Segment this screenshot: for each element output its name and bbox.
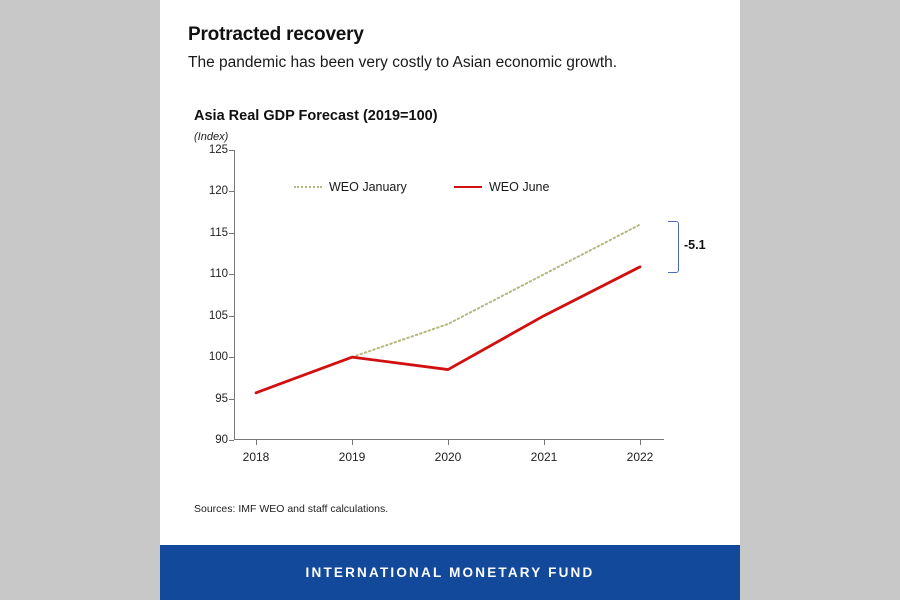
- bracket-icon: [668, 221, 679, 273]
- legend-swatch-solid-icon: [454, 186, 482, 188]
- series-line-weo-january: [352, 225, 640, 358]
- x-axis-tick: [448, 440, 449, 445]
- page-title: Protracted recovery: [188, 24, 364, 45]
- y-tick-label: 90: [215, 434, 228, 446]
- y-tick-label: 125: [208, 144, 228, 156]
- legend-item-weo-june: [454, 178, 549, 196]
- legend-label: WEO January: [329, 180, 407, 194]
- y-tick-label: 110: [209, 268, 228, 281]
- legend-label: WEO June: [489, 180, 550, 194]
- footer-label: INTERNATIONAL MONETARY FUND: [305, 565, 595, 580]
- x-axis-tick: [352, 440, 353, 445]
- y-tick-label: 100: [208, 351, 228, 364]
- legend-swatch-dotted-icon: [294, 186, 322, 188]
- x-tick-label: 2021: [530, 450, 558, 464]
- y-axis-labels: [194, 144, 228, 446]
- x-axis-tick: [544, 440, 545, 445]
- chart-plot-area: [194, 144, 706, 480]
- x-tick-label: 2018: [242, 450, 270, 464]
- footer-bar: [160, 545, 740, 600]
- x-tick-label: 2020: [434, 450, 462, 464]
- x-axis-tick: [640, 440, 641, 445]
- y-tick-label: 120: [208, 185, 228, 198]
- series-line-weo-june: [256, 267, 640, 393]
- chart-unit-label: (Index): [194, 131, 229, 143]
- chart-title: Asia Real GDP Forecast (2019=100): [194, 108, 438, 124]
- sources-note: Sources: IMF WEO and staff calculations.: [194, 503, 389, 515]
- gap-annotation: [668, 221, 738, 281]
- y-tick-label: 105: [208, 309, 228, 322]
- slide: [160, 0, 740, 600]
- slide-body: [160, 0, 740, 545]
- gap-value-label: -5.1: [684, 237, 706, 252]
- page-subtitle: The pandemic has been very costly to Asian economic growth.: [188, 54, 618, 71]
- legend-item-weo-january: [294, 178, 407, 196]
- x-tick-label: 2019: [338, 450, 366, 464]
- x-axis-tick: [256, 440, 257, 445]
- y-axis-tick: [229, 440, 234, 441]
- x-tick-label: 2022: [626, 450, 654, 464]
- chart-legend: [294, 178, 594, 198]
- y-tick-label: 115: [209, 226, 228, 239]
- y-tick-label: 95: [215, 392, 228, 405]
